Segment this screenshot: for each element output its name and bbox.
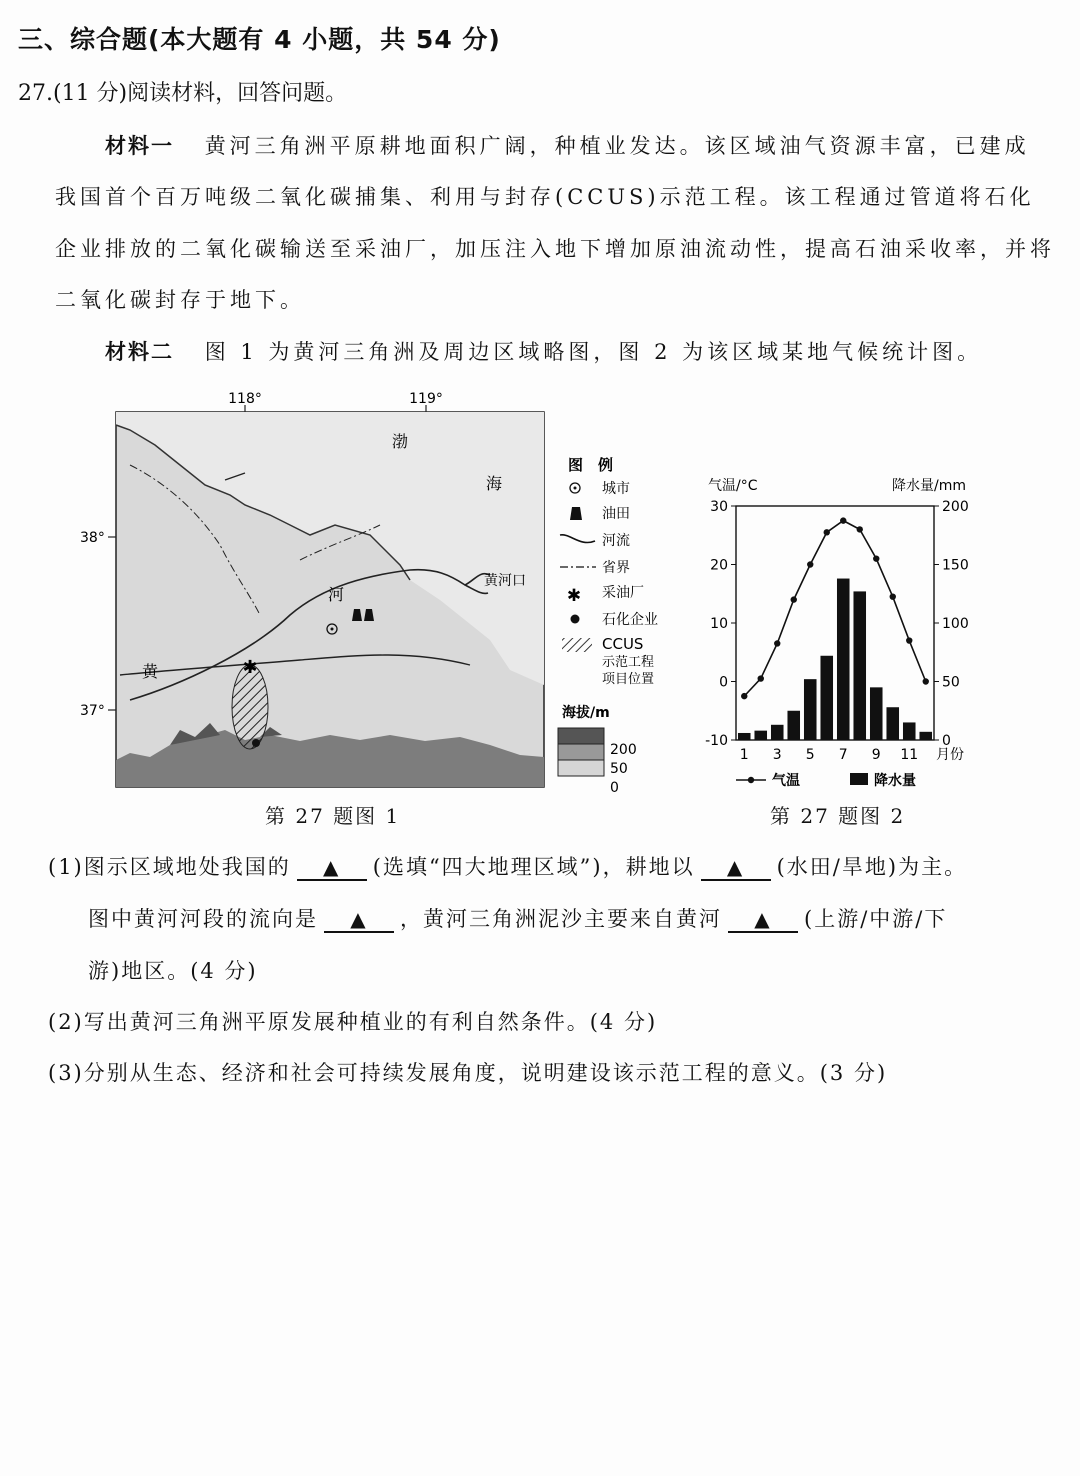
temperature-point	[758, 675, 764, 681]
precip-bar	[870, 687, 883, 740]
precip-bar	[771, 725, 784, 740]
precip-bar	[853, 591, 866, 740]
precip-bar	[919, 732, 932, 740]
question-header: 27.(11 分)阅读材料，回答问题。	[18, 81, 348, 106]
precip-bar	[787, 711, 800, 740]
legend-ccus-2: 示范工程	[602, 655, 655, 670]
legend-city: 城市	[602, 481, 630, 497]
legend-petrochem: 石化企业	[602, 612, 658, 628]
temperature-point	[840, 517, 846, 523]
label-estuary: 黄河口	[484, 573, 526, 589]
petrochem-marker	[252, 739, 260, 747]
elev-tick-200: 200	[610, 742, 637, 758]
precip-bar	[837, 579, 850, 740]
precip-tick-label: 50	[942, 674, 960, 691]
svg-text:✱: ✱	[566, 586, 582, 606]
figure1-map	[70, 385, 680, 805]
temp-tick-label: -10	[705, 733, 728, 749]
q1-text-c: (水田/旱地)为主。	[776, 855, 968, 879]
month-tick-label: 3	[772, 747, 782, 763]
temperature-point	[741, 693, 747, 699]
material2-line	[105, 336, 982, 366]
label-he: 河	[328, 585, 345, 604]
legend-precip-label: 降水量	[874, 773, 916, 789]
elev-tick-50: 50	[610, 761, 628, 777]
precip-tick-label: 150	[942, 557, 969, 574]
lon-label-119: 119°	[409, 391, 443, 407]
material1-line4: 二氧化碳封存于地下。	[55, 288, 305, 312]
temperature-point	[807, 561, 813, 567]
q1-line2	[88, 903, 947, 933]
legend-ccus-3: 项目位置	[602, 672, 655, 687]
precip-tick-label: 100	[942, 616, 969, 632]
material1-label: 材料一	[105, 133, 174, 158]
month-tick-label: 5	[805, 747, 815, 763]
month-tick-label: 9	[871, 747, 881, 763]
legend-river: 河流	[602, 533, 630, 549]
temperature-point	[890, 593, 896, 599]
material2-text: 图 1 为黄河三角洲及周边区域略图，图 2 为该区域某地气候统计图。	[204, 340, 983, 364]
section-title: 三、综合题(本大题有 4 小题，共 54 分)	[18, 25, 501, 54]
temperature-line	[744, 521, 926, 697]
precip-bar	[903, 722, 916, 740]
chart-xlabel: 月份	[936, 747, 964, 763]
figure2-climate-chart	[700, 470, 990, 800]
month-tick-label: 11	[900, 747, 919, 763]
material1-line1	[105, 130, 1030, 160]
temp-tick-label: 0	[719, 674, 728, 691]
material1-line3: 企业排放的二氧化碳输送至采油厂，加压注入地下增加原油流动性，提高石油采收率，并将	[55, 237, 1055, 261]
legend-border: 省界	[602, 560, 630, 576]
material1-text-1: 黄河三角洲平原耕地面积广阔，种植业发达。该区域油气资源丰富，已建成	[204, 134, 1030, 158]
precip-bar	[804, 679, 817, 740]
temperature-point	[824, 529, 830, 535]
temperature-point	[873, 555, 879, 561]
legend-title: 图 例	[568, 456, 614, 474]
temp-tick-label: 20	[710, 557, 728, 574]
label-hai: 海	[486, 474, 503, 493]
precip-bar	[886, 707, 899, 740]
temperature-point	[791, 596, 797, 602]
elevation-title: 海拔/m	[562, 705, 610, 721]
legend-oil-plant: 采油厂	[602, 585, 644, 601]
q1-blank-source[interactable]: ▲	[728, 907, 798, 933]
precip-tick-label: 0	[942, 733, 951, 749]
q1-line1	[48, 851, 967, 881]
q1-text-a: (1)图示区域地处我国的	[48, 855, 291, 879]
q2-text: (2)写出黄河三角洲平原发展种植业的有利自然条件。(4 分)	[48, 1010, 658, 1034]
precip-bar	[820, 656, 833, 740]
chart-ylabel-left: 气温/°C	[708, 478, 758, 494]
material2-label: 材料二	[105, 339, 174, 364]
elev-tick-0: 0	[610, 780, 619, 796]
temperature-point	[774, 640, 780, 646]
legend-oilfield: 油田	[602, 506, 630, 522]
material1-line2: 我国首个百万吨级二氧化碳捕集、利用与封存(CCUS)示范工程。该工程通过管道将石化	[55, 185, 1035, 209]
temperature-point	[857, 526, 863, 532]
q1-blank-flow[interactable]: ▲	[324, 907, 394, 933]
lon-label-118: 118°	[228, 391, 262, 407]
q1-line3: 游)地区。(4 分)	[88, 959, 258, 983]
figure2-caption: 第 27 题图 2	[770, 804, 906, 828]
label-bo: 渤	[392, 432, 409, 451]
q1-text-d: 图中黄河河段的流向是	[88, 907, 318, 931]
chart-frame	[736, 506, 934, 740]
temp-tick-label: 30	[710, 499, 728, 515]
label-huang: 黄	[142, 662, 159, 681]
legend-temp-label: 气温	[772, 773, 800, 789]
precip-bar	[738, 733, 751, 740]
q1-blank-region[interactable]: ▲	[297, 855, 367, 881]
lat-label-37: 37°	[80, 703, 105, 719]
q3-text: (3)分别从生态、经济和社会可持续发展角度，说明建设该示范工程的意义。(3 分)	[48, 1061, 888, 1085]
legend-temp-dot	[748, 777, 754, 783]
month-tick-label: 1	[739, 747, 749, 763]
oil-plant-marker: ✱	[242, 657, 258, 678]
temp-tick-label: 10	[710, 616, 728, 632]
precip-tick-label: 200	[942, 499, 969, 515]
q1-text-f: (上游/中游/下	[804, 907, 948, 931]
precip-bar	[754, 731, 767, 740]
figure1-caption: 第 27 题图 1	[265, 804, 401, 828]
month-tick-label: 7	[838, 747, 848, 763]
legend-ccus: CCUS	[602, 635, 644, 653]
legend-precip-swatch	[850, 773, 868, 785]
chart-ylabel-right: 降水量/mm	[892, 478, 966, 494]
temperature-point	[906, 637, 912, 643]
temperature-point	[923, 678, 929, 684]
lat-label-38: 38°	[80, 530, 105, 546]
q1-blank-farmland[interactable]: ▲	[701, 855, 771, 881]
q1-text-e: ，黄河三角洲泥沙主要来自黄河	[400, 907, 722, 931]
q1-text-b: (选填“四大地理区域”)，耕地以	[372, 855, 695, 879]
